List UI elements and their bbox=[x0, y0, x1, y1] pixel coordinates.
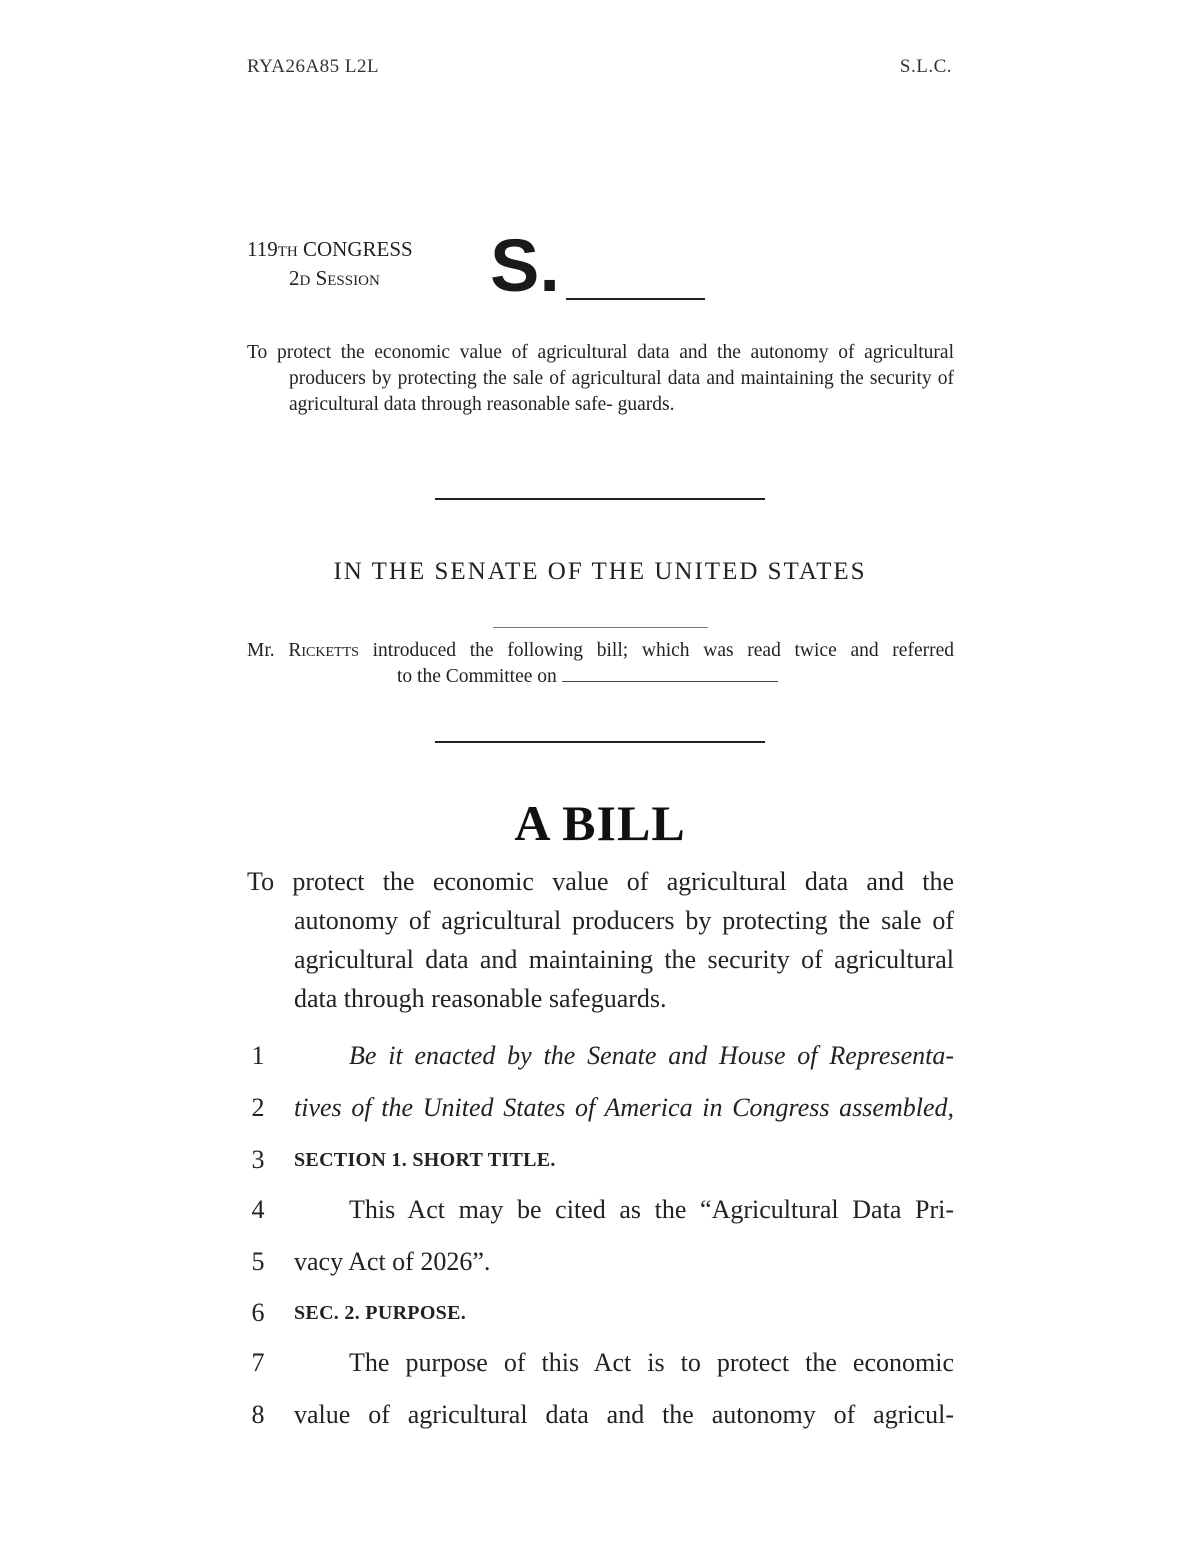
short-purpose: To protect the economic value of agricultural data and the autonomy of agricultural producers by protecting the sale of agricultural data and maintaining the security of agricultural data through reasonable safe- guards. bbox=[247, 342, 954, 415]
divider-rule bbox=[435, 498, 765, 500]
line-8 bbox=[0, 1393, 1200, 1445]
line-2 bbox=[0, 1086, 1200, 1138]
line-number: 1 bbox=[251, 1041, 265, 1070]
line-number: 3 bbox=[251, 1145, 265, 1174]
section-heading: SECTION 1. SHORT TITLE. bbox=[294, 1149, 556, 1171]
section-text: vacy Act of 2026”. bbox=[294, 1247, 491, 1276]
congress-number: 119TH CONGRESS bbox=[247, 237, 413, 261]
thin-divider bbox=[493, 627, 708, 628]
section-heading: SEC. 2. PURPOSE. bbox=[294, 1302, 467, 1324]
document-id: RYA26A85 L2L bbox=[247, 56, 380, 77]
line-6 bbox=[0, 1291, 1200, 1343]
line-7 bbox=[0, 1341, 1200, 1393]
enacting-clause: Be it enacted by the Senate and House of Representa- bbox=[349, 1041, 954, 1070]
bill-number-blank bbox=[566, 298, 705, 300]
line-number: 2 bbox=[251, 1093, 265, 1122]
senate-heading: IN THE SENATE OF THE UNITED STATES bbox=[333, 558, 867, 585]
bill-prefix: S. bbox=[490, 224, 560, 307]
introduction-statement: Mr. Ricketts introduced the following bill; which was read twice and referred to the Committee on bbox=[247, 640, 954, 687]
session-number: 2D Session bbox=[289, 266, 380, 290]
sponsor-name: Ricketts bbox=[288, 640, 359, 661]
line-number: 5 bbox=[251, 1247, 265, 1276]
line-number: 4 bbox=[251, 1195, 265, 1224]
line-4 bbox=[0, 1188, 1200, 1240]
section-text: The purpose of this Act is to protect the economic bbox=[349, 1348, 954, 1377]
bill-title: A BILL bbox=[514, 795, 686, 851]
long-title: To protect the economic value of agricultural data and the autonomy of agricultural producers by protecting the sale of agricultural data and maintaining the security of agricultural data through reasonable safeguards. bbox=[247, 867, 954, 1013]
line-number: 8 bbox=[251, 1400, 265, 1429]
section-text: value of agricultural data and the autonomy of agricul- bbox=[294, 1400, 954, 1429]
line-number: 7 bbox=[251, 1348, 265, 1377]
committee-blank bbox=[562, 680, 778, 682]
divider-rule bbox=[435, 741, 765, 743]
section-text: This Act may be cited as the “Agricultural Data Pri- bbox=[349, 1195, 954, 1224]
line-5 bbox=[0, 1240, 1200, 1292]
enacting-clause: tives of the United States of America in Congress assembled, bbox=[294, 1093, 954, 1122]
line-3 bbox=[0, 1138, 1200, 1190]
line-number: 6 bbox=[251, 1298, 265, 1327]
slc-marker: S.L.C. bbox=[899, 56, 952, 77]
congress-session-block bbox=[247, 236, 413, 294]
line-1 bbox=[0, 1034, 1200, 1086]
